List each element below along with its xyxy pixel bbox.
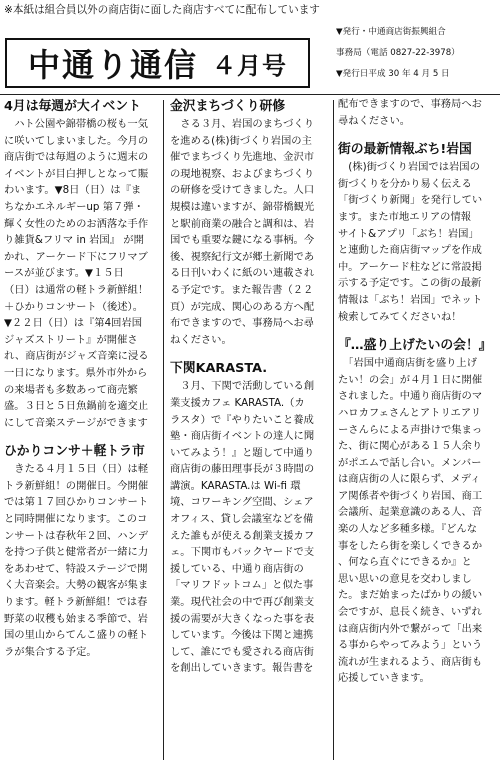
publish-date: ▼発行日平成 30 年 4 月 5 日 <box>336 69 450 79</box>
text-line: ジャズストリート』が開催さ <box>4 333 138 346</box>
text-line: 尋ねください。 <box>338 114 411 127</box>
text-line: ンサートは春秋年２回、ハンデ <box>4 529 149 542</box>
text-line: さる３月、岩国のまちづくり <box>170 118 315 130</box>
text-line: ラスタ）で『やりたいこと養成 <box>170 413 314 426</box>
text-line: 街づくりを分かり易く伝える <box>338 177 472 190</box>
text-line: 業支援カフェ KARASTA.（カ <box>170 396 305 409</box>
text-line: た、街に関心がある１５人余り <box>338 440 483 453</box>
text-line: 情報は「ぶち！岩国」でネット <box>338 293 483 306</box>
text-line: ハト公園や錦帯橋の桜も一気 <box>4 118 148 130</box>
text-line: ります。軽トラ新鮮組！では春 <box>4 596 148 609</box>
text-line: いてみよう！』と題して中通り <box>170 446 315 459</box>
text-line: しています。今後は下関と連携 <box>170 629 314 642</box>
text-line: ちなかエネルギーup 第７弾・ <box>4 200 144 213</box>
text-line: 催でまちづくり先進地、金沢市 <box>170 151 315 164</box>
publisher-info <box>336 22 496 85</box>
text-line: を持つ子供と健常者が一緒に力 <box>4 546 149 559</box>
text-line: 応援していきます。 <box>338 672 430 685</box>
text-line: と同時開催になります。このコ <box>4 513 148 526</box>
text-line: かれ、アーケード下にフリマブ <box>4 250 148 263</box>
article-body-karasta <box>170 378 330 677</box>
column-divider <box>163 100 164 760</box>
text-line: た。まだ始まったばかりの緩い <box>338 589 483 602</box>
text-line: 会ですが、息長く続き、いずれ <box>338 606 482 619</box>
text-line: では第１７回ひかりコンサート <box>4 496 149 509</box>
text-line: に咲いてしまいました。今月の <box>4 134 149 147</box>
text-line: (株)街づくり岩国では岩国の <box>338 161 480 174</box>
text-line: ▼２２日（日）は『第4回岩国 <box>4 317 143 330</box>
text-line: して、誰にでも愛される商店街 <box>170 645 314 658</box>
text-line: （日）は通常の軽トラ新鮮組！ <box>4 283 149 296</box>
text-line: サイト&アプリ「ぶち！岩国」 <box>338 227 479 240</box>
masthead <box>5 38 310 88</box>
article-heading-moriage: 『…盛り上げたいの会！』 <box>338 338 492 354</box>
text-line: ア関係者や街づくり岩国、商工 <box>338 489 483 502</box>
text-line: 思い思いの意見を交わしまし <box>338 572 472 585</box>
text-line: る予定です。また報告書（２２ <box>170 283 314 296</box>
text-line: ＋ひかりコンサート（後述）。 <box>4 300 144 313</box>
text-line: を創出していきます。報告書を <box>170 662 314 675</box>
text-line: 会議所、起業意識のある人、音 <box>338 506 483 519</box>
text-line: 中。アーケード柱などに常設掲 <box>338 260 482 273</box>
text-line: を進める(株)街づくり岩国の主 <box>170 134 312 147</box>
text-line: ３月、下関で活動している創 <box>170 380 315 393</box>
text-line: 輝く女性のためのお洒落な手作 <box>4 217 149 230</box>
article-body-buchi <box>338 159 496 325</box>
article-heading-events: 4月は毎週が大イベント <box>4 99 141 114</box>
text-line: 配布できますので、事務局へお <box>338 98 482 110</box>
article-heading-buchi: 街の最新情報ぶち!岩国 <box>338 142 472 158</box>
text-line: 「岩国中通商店街を盛り上げ <box>338 357 478 370</box>
text-line: ねください。 <box>170 333 232 346</box>
text-line: 国でも重要な鍵になる事柄。今 <box>170 234 315 247</box>
text-line: と駅前商業の融合と調和は、岩 <box>170 217 315 230</box>
column-3 <box>338 96 496 764</box>
article-heading-kanazawa: 金沢まちづくり研修 <box>170 99 286 114</box>
text-line: をあわせて、特設ステージで開 <box>4 562 148 575</box>
text-line: は商店街内外で繋がって「出来 <box>338 622 483 635</box>
text-line: の現地視察、およびまちづくり <box>170 167 315 180</box>
column-2 <box>170 96 330 764</box>
text-line: れ、商店街がジャズ音楽に浸る <box>4 350 149 363</box>
text-line: オフィス、貸し会議室などを備 <box>170 513 314 526</box>
column-divider <box>333 100 334 760</box>
text-line: 楽の人など多種多様。『どんな <box>338 523 478 536</box>
text-line: 援している、中通り商店街の <box>170 562 304 575</box>
text-line: えた誰もが使える創業支援カフ <box>170 529 315 542</box>
text-line: きたる４月１５日（日）は軽 <box>4 463 149 476</box>
text-line: 商店街では毎週のように週末の <box>4 151 149 164</box>
text-line: 示する予定です。この街の最新 <box>338 277 482 290</box>
text-line: ハロカフェさんとアトリエアリ <box>338 406 482 419</box>
text-line: る事からやってみよう」という <box>338 639 483 652</box>
distribution-notice: ※本紙は組合員以外の商店街に面した商店すべてに配布しています <box>4 4 320 16</box>
text-line: がポエムで話し合い。メンバー <box>338 456 482 469</box>
text-line: 「マリフドットコム」と似た事 <box>170 579 314 592</box>
issue-label: ４月号 <box>212 51 287 80</box>
text-line: の研修を受けてきました。人口 <box>170 184 315 197</box>
text-line: く大音楽会。大勢の観客が集ま <box>4 579 149 592</box>
article-body-events <box>4 116 156 431</box>
text-line: わいます。▼8日（日）は『ま <box>4 184 142 197</box>
text-line: 塾・商店街イベントの達人に聞 <box>170 430 315 443</box>
text-line: る日刊いわくに紙のい連載され <box>170 267 315 280</box>
text-line: ます。また市地エリアの情報 <box>338 210 472 223</box>
article-body-concert <box>4 461 156 660</box>
article-heading-karasta: 下関KARASTA. <box>170 361 268 377</box>
text-line: 国の里山からてんこ盛りの軽ト <box>4 629 149 642</box>
article-body-moriage <box>338 355 496 687</box>
text-line: と連動した商店街マップを作成 <box>338 244 482 257</box>
text-line: 一日になります。県外市外から <box>4 366 148 379</box>
text-line: されました。中通り商店街のマ <box>338 390 483 403</box>
text-line: 野菜の収穫も始まる季節で、岩 <box>4 612 148 625</box>
newsletter-title: 中通り通信 <box>27 46 198 84</box>
text-line: 講演。KARASTA.は Wi-fi 環 <box>170 479 301 492</box>
text-line: 境、コワーキング空間、シェア <box>170 496 314 509</box>
text-line: 規模は違いますが、錦帯橋観光 <box>170 200 315 213</box>
text-line: 盛。３日と５日魚鍋前を適交止 <box>4 400 149 413</box>
text-line: 援の需要が大きくなった事を表 <box>170 612 315 625</box>
article-body-kanazawa <box>170 116 330 348</box>
article-body-continued <box>338 96 496 129</box>
column-1 <box>4 96 156 764</box>
text-line: 、何なら直ぐにできるか』と <box>338 556 472 569</box>
text-line: 流れが生まれるよう、商店街も <box>338 655 483 668</box>
text-line: ースが並びます。▼１５日 <box>4 267 124 280</box>
text-line: 布できますので、事務局へお尋 <box>170 317 314 330</box>
text-line: ラが集合する予定。 <box>4 645 97 658</box>
text-line: たい！の会」が４月１日に開催 <box>338 373 483 386</box>
text-line: 商店街の藤田理事長が３時間の <box>170 463 315 476</box>
text-line: ーさんらによる声掛けで集まっ <box>338 423 483 436</box>
publisher-line: ▼発行・中通商店街振興組合 <box>336 27 446 37</box>
publisher-phone: 事務局（電話 0827-22-3978） <box>336 48 460 58</box>
header-divider <box>0 94 500 95</box>
text-line: ェ。下関市もバックヤードで支 <box>170 546 315 559</box>
article-heading-concert: ひかりコンサ＋軽トラ市 <box>4 444 145 460</box>
text-line: 後、視察紀行文が郷土新聞であ <box>170 250 315 263</box>
text-line: 検索してみてくださいね！ <box>338 310 462 323</box>
text-line: の来場者も多数あって商売繁 <box>4 383 138 396</box>
text-line: トラ新鮮組！の開催日。今開催 <box>4 479 149 492</box>
text-line: イベントが目白押しとなって賑 <box>4 167 149 180</box>
text-line: は商店街の人に限らず、メディ <box>338 473 481 486</box>
text-line: にして音楽ステージができます <box>4 416 148 429</box>
text-line: 業。現代社会の中で再び創業支 <box>170 596 315 609</box>
text-line: 頁）が完成、関心のある方へ配 <box>170 300 315 313</box>
text-line: り雑貨&フリマ in 岩国』 が開 <box>4 234 144 247</box>
text-line: 「街づくり新聞」を発行してい <box>338 194 483 207</box>
text-line: 事をしたら街を楽しくできるか <box>338 539 483 552</box>
